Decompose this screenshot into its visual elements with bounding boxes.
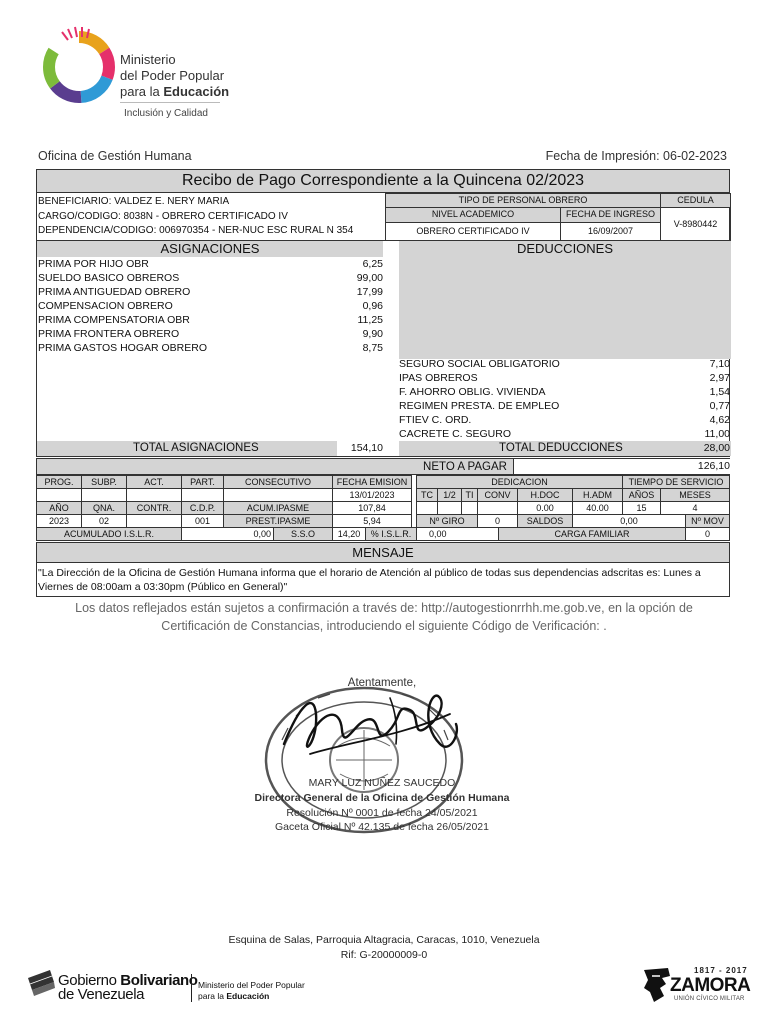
conv-label: CONV xyxy=(477,488,518,502)
hadm-label: H.ADM xyxy=(572,488,623,502)
ano-value: 2023 xyxy=(36,514,82,528)
deduccion-label: F. AHORRO OBLIG. VIVIENDA xyxy=(399,386,546,398)
total-asignaciones-value: 154,10 xyxy=(350,442,383,454)
hdoc-label: H.DOC xyxy=(517,488,573,502)
sso-label: S.S.O xyxy=(273,527,333,541)
receipt-title: Recibo de Pago Correspondiente a la Quincena 02/2023 xyxy=(36,169,730,193)
zamora-logo xyxy=(640,964,751,1008)
conv-value xyxy=(477,501,518,515)
acum-ipasme-value: 107,84 xyxy=(332,501,412,515)
act-label: ACT. xyxy=(126,475,182,489)
atentamente: Atentamente, xyxy=(347,677,417,689)
ti-value xyxy=(461,501,478,515)
total-asignaciones-label: TOTAL ASIGNACIONES xyxy=(133,442,259,454)
zamora-subtitle: UNIÓN CÍVICO MILITAR xyxy=(674,996,745,1002)
half-label: 1/2 xyxy=(437,488,462,502)
contr-label: CONTR. xyxy=(126,501,182,515)
asignacion-value: 9,90 xyxy=(362,328,383,340)
n-giro-value: 0 xyxy=(477,514,518,528)
deduccion-value: 7,10 xyxy=(709,358,730,370)
deduccion-value: 11,00 xyxy=(704,428,730,440)
asignacion-label: PRIMA GASTOS HOGAR OBRERO xyxy=(38,342,208,354)
n-mov-label: Nº MOV xyxy=(685,514,730,528)
qna-label: QNA. xyxy=(81,501,127,515)
signer-name: MARY LUZ NUÑEZ SAUCEDO xyxy=(308,777,456,789)
neto-row xyxy=(36,458,730,475)
sso-value: 14,20 xyxy=(332,527,366,541)
prest-ipasme-label: PREST.IPASME xyxy=(223,514,333,528)
asignacion-label: COMPENSACION OBRERO xyxy=(38,300,173,312)
print-date: Fecha de Impresión: 06-02-2023 xyxy=(545,149,727,163)
signer-role: Directora General de la Oficina de Gestión Humana xyxy=(254,792,510,804)
mensaje-text: "La Dirección de la Oficina de Gestión Humana informa que el horario de Atención al público de todas sus dependencias adscritas es: Lunes a Viernes de 08:00am a 03:30pm (Público en General)" xyxy=(38,567,701,593)
employee-info xyxy=(36,193,730,241)
ministry-line-3a: para la xyxy=(120,84,164,99)
beneficiario: BENEFICIARIO: VALDEZ E. NERY MARIA xyxy=(38,196,230,207)
zamora-name: ZAMORA xyxy=(670,975,751,996)
part-label: PART. xyxy=(181,475,224,489)
gaceta: Gaceta Oficial Nº 42.135 de fecha 26/05/2021 xyxy=(275,821,489,833)
deduccion-value: 4,62 xyxy=(709,414,730,426)
asignacion-value: 99,00 xyxy=(356,272,383,284)
zamora-profile-icon xyxy=(640,966,674,1004)
deduccion-label: CACRETE C. SEGURO xyxy=(399,428,512,440)
asignacion-value: 6,25 xyxy=(362,258,383,270)
total-deducciones-label: TOTAL DEDUCCIONES xyxy=(499,442,623,454)
footer-rif: Rif: G-20000009-0 xyxy=(340,949,428,961)
cedula-label: CEDULA xyxy=(660,193,731,208)
saldos-value: 0,00 xyxy=(572,514,686,528)
ministerio-footer-line-1: Ministerio del Poder Popular xyxy=(198,980,305,990)
deduccion-value: 0,77 xyxy=(709,400,730,412)
dedicacion-label: DEDICACION xyxy=(416,475,623,489)
tc-value xyxy=(416,501,438,515)
venezuela-flag-icon xyxy=(26,968,56,1002)
acum-islr-label: ACUMULADO I.S.L.R. xyxy=(36,527,182,541)
tiempo-servicio-label: TIEMPO DE SERVICIO xyxy=(622,475,730,489)
act-value xyxy=(126,488,182,502)
deduccion-value: 1,54 xyxy=(709,386,730,398)
gobierno-line-1b: Bolivariano xyxy=(120,972,198,989)
fecha-emision-value: 13/01/2023 xyxy=(332,488,412,502)
consecutivo-value xyxy=(223,488,333,502)
neto-label: NETO A PAGAR xyxy=(423,461,507,473)
hadm-value: 40.00 xyxy=(572,501,623,515)
asignaciones-header: ASIGNACIONES xyxy=(37,241,383,257)
gobierno-logo xyxy=(26,968,326,1008)
ministry-line-3b: Educación xyxy=(163,84,230,99)
asignacion-value: 0,96 xyxy=(362,300,383,312)
fecha-emision-label: FECHA EMISION xyxy=(332,475,412,489)
asignacion-label: PRIMA FRONTERA OBRERO xyxy=(38,328,180,340)
half-value xyxy=(437,501,462,515)
deduccion-label: IPAS OBREROS xyxy=(399,372,478,384)
deducciones-header: DEDUCCIONES xyxy=(399,241,731,257)
consecutivo-label: CONSECUTIVO xyxy=(223,475,333,489)
n-giro-label: Nº GIRO xyxy=(416,514,478,528)
cedula-value: V-8980442 xyxy=(660,207,731,241)
verification-line-1: Los datos reflejados están sujetos a confirmación a través de: http://autogestionrrhh.me.gob.ve, en la opción de xyxy=(75,601,693,615)
acum-islr-value: 0,00 xyxy=(181,527,274,541)
part-value xyxy=(181,488,224,502)
prest-ipasme-value: 5,94 xyxy=(332,514,412,528)
footer-address: Esquina de Salas, Parroquia Altagracia, Caracas, 1010, Venezuela xyxy=(228,934,540,946)
asignacion-label: SUELDO BASICO OBREROS xyxy=(38,272,180,284)
asignacion-value: 11,25 xyxy=(357,314,383,326)
fecha-ingreso-label: FECHA DE INGRESO xyxy=(560,207,661,223)
ministry-ring-icon xyxy=(38,26,120,108)
asignacion-value: 8,75 xyxy=(362,342,383,354)
dependencia: DEPENDENCIA/CODIGO: 006970354 - NER-NUC ESC RURAL N 354 xyxy=(38,225,354,236)
gobierno-line-2: de Venezuela xyxy=(58,986,145,1003)
office-name: Oficina de Gestión Humana xyxy=(38,149,192,163)
tipo-personal: TIPO DE PERSONAL OBRERO xyxy=(385,193,661,208)
zamora-years: 1817 - 2017 xyxy=(694,966,748,975)
cdp-value: 001 xyxy=(181,514,224,528)
asignacion-label: PRIMA COMPENSATORIA OBR xyxy=(38,314,190,326)
handwritten-signature-icon xyxy=(270,684,470,774)
ministerio-footer-line-2b: Educación xyxy=(226,991,270,1001)
subp-value xyxy=(81,488,127,502)
cdp-label: C.D.P. xyxy=(181,501,224,515)
ministerio-footer-line-2a: para la xyxy=(198,991,227,1001)
deduccion-label: REGIMEN PRESTA. DE EMPLEO xyxy=(399,400,560,412)
cargo: CARGO/CODIGO: 8038N - OBRERO CERTIFICADO IV xyxy=(38,211,288,222)
tc-label: TC xyxy=(416,488,438,502)
neto-value: 126,10 xyxy=(513,459,730,474)
prog-label: PROG. xyxy=(36,475,82,489)
deduccion-label: FTIEV C. ORD. xyxy=(399,414,472,426)
pct-islr-label: % I.S.L.R. xyxy=(365,527,417,541)
carga-familiar-value: 0 xyxy=(685,527,730,541)
pct-islr-value: 0,00 xyxy=(416,527,499,541)
concepts-section xyxy=(36,241,730,457)
saldos-label: SALDOS xyxy=(517,514,573,528)
nivel-academico-value: OBRERO CERTIFICADO IV xyxy=(385,222,561,241)
resolucion: Resolución Nº 0001 de fecha 24/05/2021 xyxy=(286,807,478,819)
anos-label: AÑOS xyxy=(622,488,661,502)
asignacion-label: PRIMA ANTIGUEDAD OBRERO xyxy=(38,286,191,298)
ministry-line-1: Ministerio xyxy=(120,52,176,67)
deduccion-label: SEGURO SOCIAL OBLIGATORIO xyxy=(399,358,560,370)
ano-label: AÑO xyxy=(36,501,82,515)
hdoc-value: 0.00 xyxy=(517,501,573,515)
mensaje-header: MENSAJE xyxy=(37,543,729,563)
prog-value xyxy=(36,488,82,502)
ministry-tagline: Inclusión y Calidad xyxy=(124,108,208,119)
ministry-logo xyxy=(36,24,236,124)
carga-familiar-label: CARGA FAMILIAR xyxy=(498,527,686,541)
subp-label: SUBP. xyxy=(81,475,127,489)
qna-value: 02 xyxy=(81,514,127,528)
gobierno-line-1a: Gobierno xyxy=(58,972,121,989)
ti-label: TI xyxy=(461,488,478,502)
fecha-ingreso-value: 16/09/2007 xyxy=(560,222,661,241)
total-deducciones-value: 28,00 xyxy=(703,442,730,454)
meses-value: 4 xyxy=(660,501,730,515)
nivel-academico-label: NIVEL ACADEMICO xyxy=(385,207,561,223)
ministry-line-2: del Poder Popular xyxy=(120,68,225,83)
verification-line-2: Certificación de Constancias, introduciendo el siguiente Código de Verificación: . xyxy=(161,619,607,633)
asignacion-value: 17,99 xyxy=(356,286,383,298)
deduccion-value: 2,97 xyxy=(709,372,730,384)
mensaje-box xyxy=(36,542,730,597)
acum-ipasme-label: ACUM.IPASME xyxy=(223,501,333,515)
asignacion-label: PRIMA POR HIJO OBR xyxy=(38,258,149,270)
meses-label: MESES xyxy=(660,488,730,502)
contr-value xyxy=(126,514,182,528)
anos-value: 15 xyxy=(622,501,661,515)
detail-grid xyxy=(36,475,730,542)
